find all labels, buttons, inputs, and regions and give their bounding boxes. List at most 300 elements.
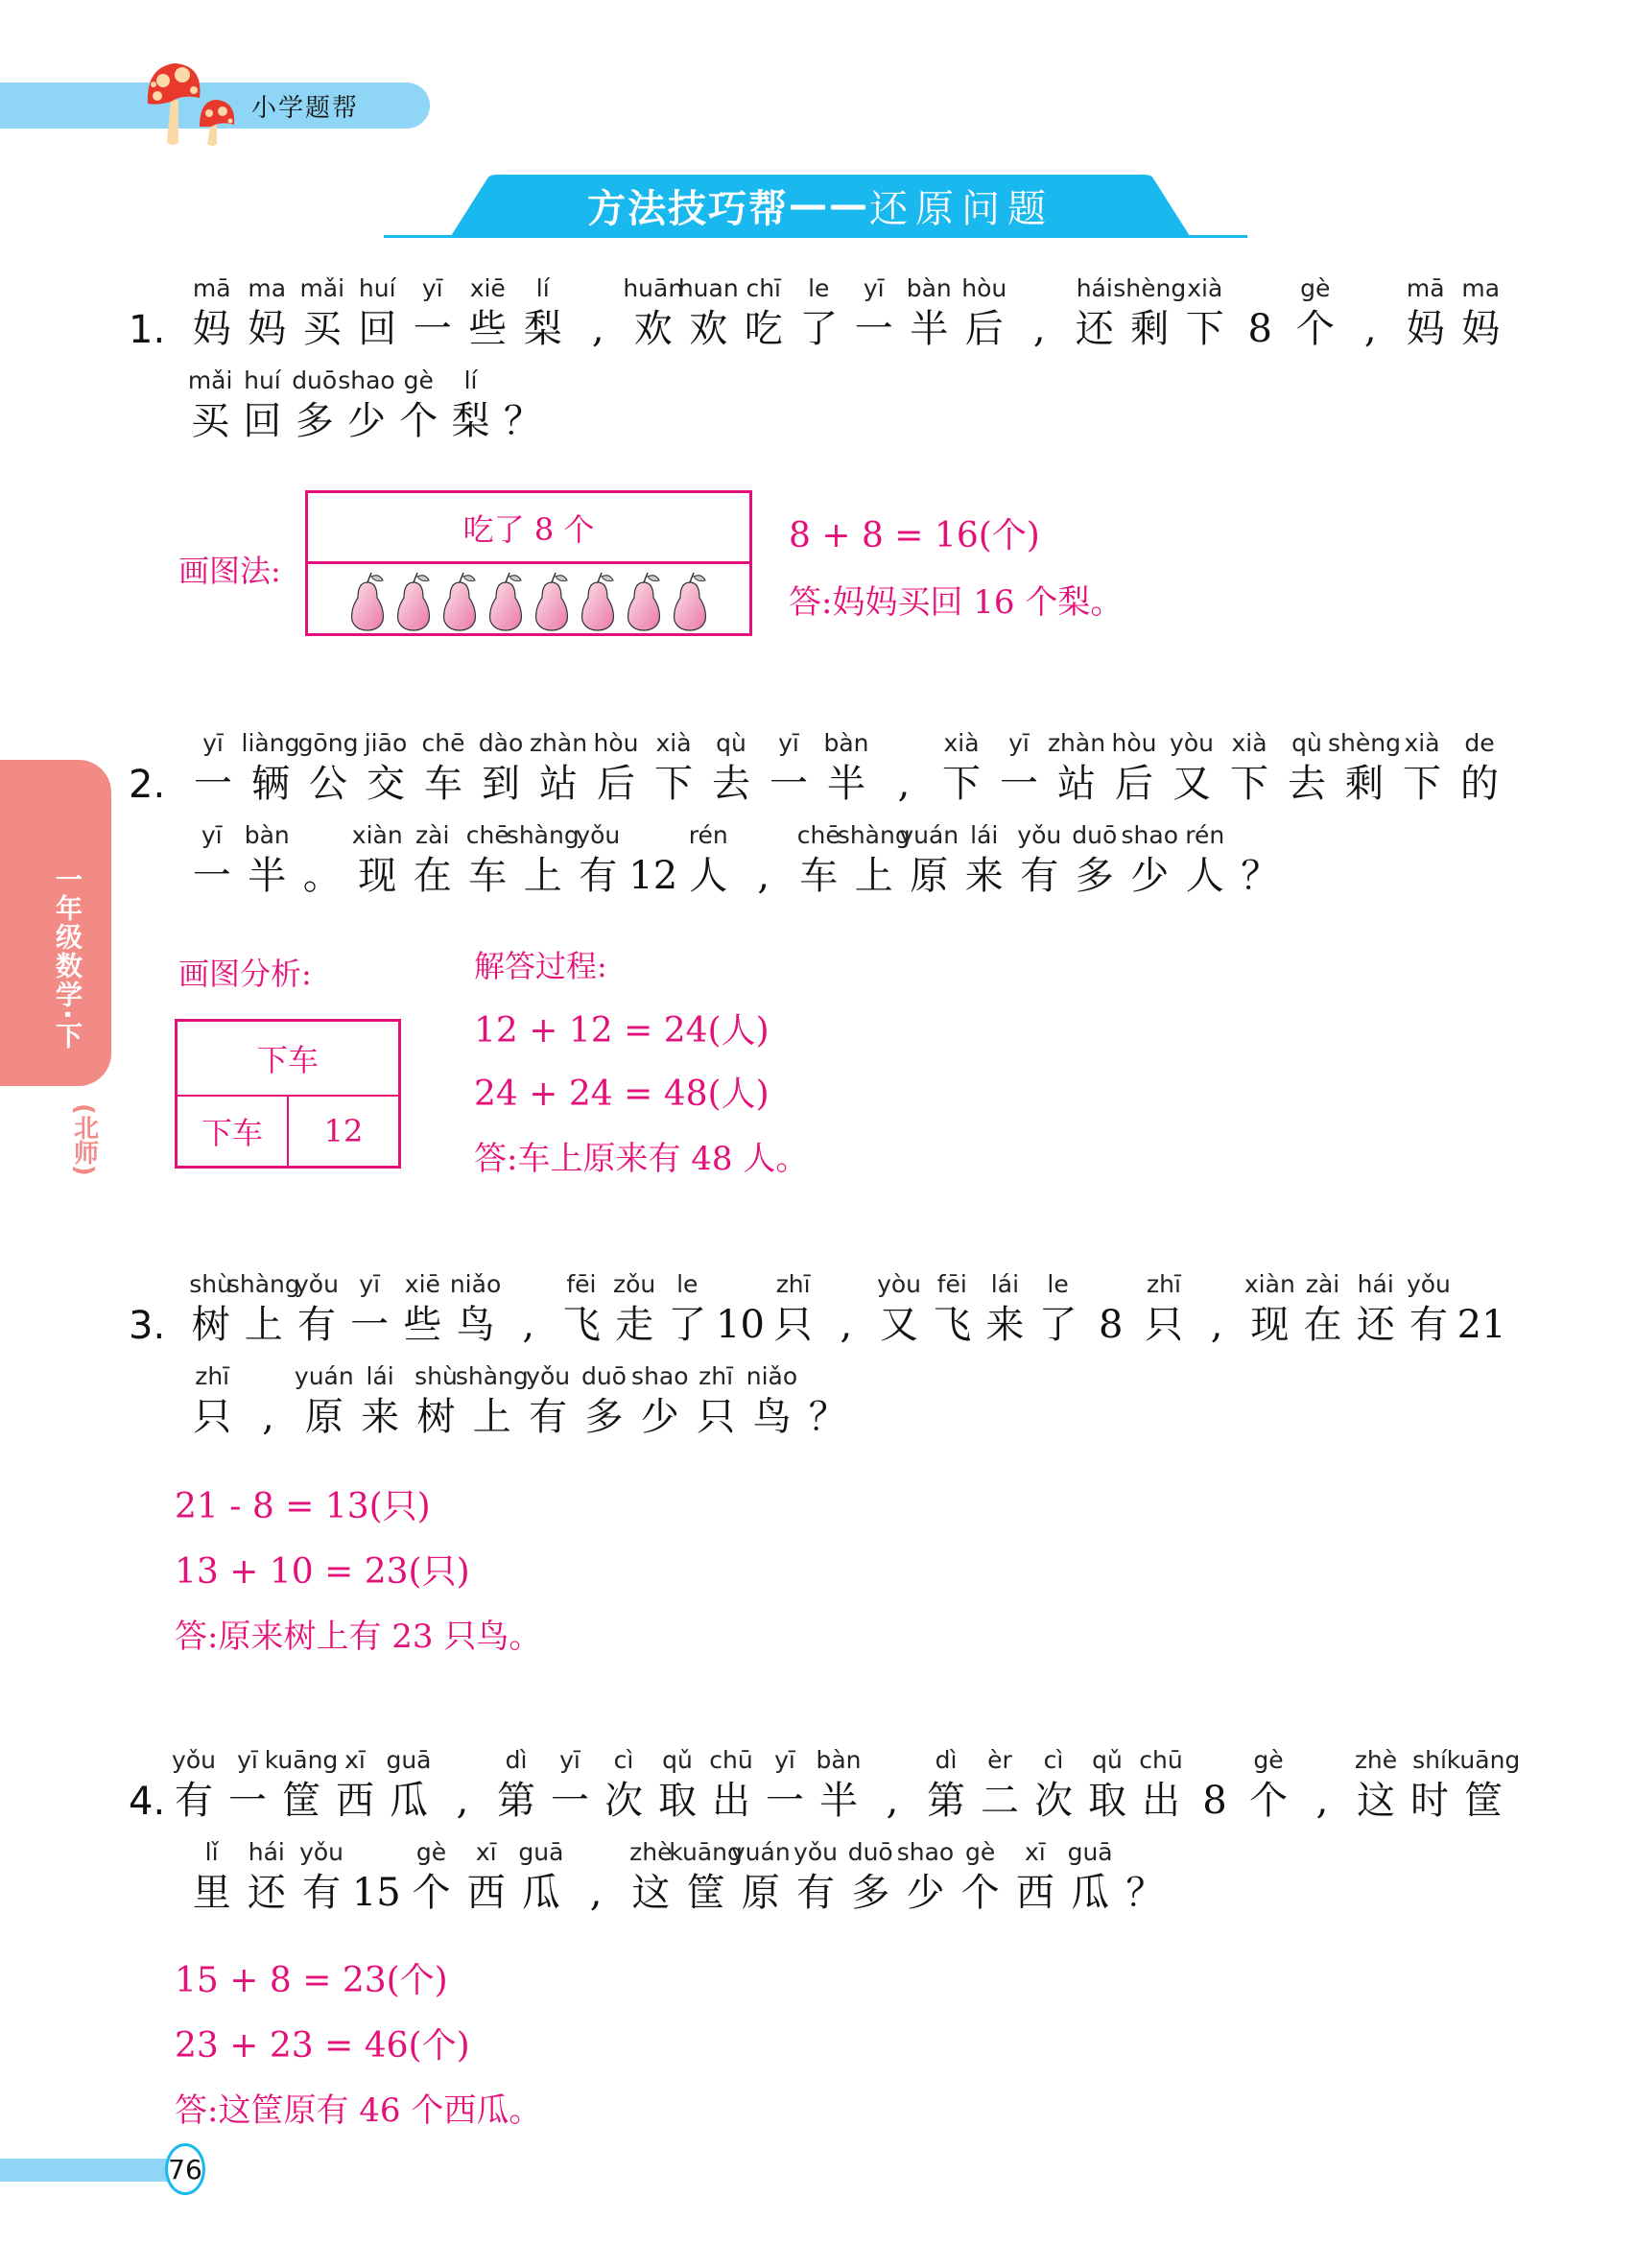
ruby-segment <box>1398 272 1454 353</box>
ruby-segment <box>1278 727 1336 808</box>
pinyin: xià <box>943 729 980 757</box>
hanzi: 后 <box>1115 762 1153 806</box>
hanzi: 半 <box>910 307 949 351</box>
pinyin: yī <box>559 1746 580 1774</box>
ruby-segment <box>1012 819 1068 900</box>
pinyin: hái <box>1357 1270 1394 1298</box>
hanzi: 有 <box>296 1303 336 1347</box>
ruby-segment <box>1105 727 1163 808</box>
hanzi: 人 <box>1185 854 1224 898</box>
ruby-segment <box>899 819 959 900</box>
pinyin: ma <box>248 274 287 302</box>
hanzi: 少 <box>346 399 386 443</box>
q1-line1 <box>129 272 1510 353</box>
ruby-segment <box>1233 272 1289 353</box>
pinyin: bàn <box>816 1746 862 1774</box>
hanzi: ？ <box>1241 854 1280 898</box>
pinyin: yòu <box>1170 729 1214 757</box>
pinyin: yī <box>202 729 224 757</box>
hanzi: 来 <box>964 854 1004 898</box>
hanzi: , <box>262 1395 274 1439</box>
hanzi: 筐 <box>1464 1779 1503 1823</box>
pinyin: shèng <box>1328 729 1401 757</box>
pinyin: xiàn <box>351 821 403 849</box>
pinyin: kuāng <box>1446 1746 1521 1774</box>
hanzi: 一 <box>551 1779 589 1823</box>
hanzi: 原 <box>741 1871 780 1915</box>
ruby-segment <box>736 272 792 353</box>
ruby-segment <box>296 1360 352 1441</box>
pinyin: shù <box>189 1270 232 1298</box>
ruby-segment <box>872 1268 925 1349</box>
ruby-segment <box>405 819 461 900</box>
pinyin: yuán <box>730 1838 791 1866</box>
q4-eq1: 15 + 8 = 23(个) <box>175 1961 448 2000</box>
q4-answer: 答:这筐原有 46 个西瓜。 <box>175 2091 542 2130</box>
ruby-segment <box>264 1744 339 1825</box>
analysis-label: 画图分析: <box>178 956 312 992</box>
hanzi: , <box>1363 307 1377 351</box>
ruby-segment <box>973 1744 1027 1825</box>
ruby-segment <box>1349 1268 1402 1349</box>
q4-line1 <box>129 1744 1521 1825</box>
hanzi: 树 <box>416 1395 456 1439</box>
pinyin: le <box>1047 1270 1069 1298</box>
hanzi: 少 <box>1130 854 1170 898</box>
pinyin: zhàn <box>1047 729 1106 757</box>
hanzi: 上 <box>244 1303 283 1347</box>
pinyin: shàng <box>226 1270 300 1298</box>
ruby-segment <box>865 1744 919 1825</box>
hanzi: 多 <box>584 1395 624 1439</box>
ruby-segment <box>513 1836 568 1917</box>
q2-diagram <box>175 1019 401 1169</box>
title-dash: —— <box>789 183 869 227</box>
hanzi: 现 <box>1250 1303 1290 1347</box>
ruby-segment <box>382 1744 436 1825</box>
pinyin: xiàn <box>1243 1270 1295 1298</box>
ruby-segment <box>1067 819 1123 900</box>
ruby-segment <box>294 1836 348 1917</box>
hanzi: 次 <box>604 1779 643 1823</box>
hanzi: 只 <box>193 1395 232 1439</box>
ruby-segment <box>1296 1268 1349 1349</box>
ruby-segment <box>1393 727 1451 808</box>
pinyin: zǒu <box>612 1270 656 1298</box>
hanzi: 半 <box>827 762 865 806</box>
q4-line1-text <box>167 1744 1521 1825</box>
hanzi: 妈 <box>248 307 287 351</box>
question-2 <box>129 727 1510 900</box>
pinyin: hái <box>248 1838 285 1866</box>
brand-label: 小学题帮 <box>251 94 360 123</box>
hanzi: 飞 <box>933 1303 972 1347</box>
hanzi: 欢 <box>689 307 728 351</box>
ruby-segment <box>1233 819 1289 900</box>
ruby-segment <box>875 727 933 808</box>
pinyin: rén <box>688 821 728 849</box>
ruby-segment <box>597 1744 651 1825</box>
pinyin: duō <box>292 366 338 394</box>
pinyin: gè <box>403 366 434 394</box>
pinyin: èr <box>987 1746 1012 1774</box>
pinyin: lí <box>463 366 478 394</box>
q2-diagram-bottom-right: 12 <box>323 1113 364 1149</box>
hanzi: 现 <box>358 854 397 898</box>
ruby-segment <box>902 272 958 353</box>
hanzi: 后 <box>597 762 635 806</box>
pinyin: jiāo <box>364 729 408 757</box>
hanzi: 里 <box>192 1871 231 1915</box>
ruby-segment <box>1220 727 1278 808</box>
hanzi: 只 <box>697 1395 736 1439</box>
pinyin: lí <box>535 274 550 302</box>
ruby-segment <box>184 1836 239 1917</box>
question-number: 1. <box>129 308 166 352</box>
ruby-segment <box>1031 1268 1084 1349</box>
hanzi: 回 <box>358 307 397 351</box>
ruby-segment <box>623 272 684 353</box>
q1-line1-text <box>184 272 1508 353</box>
ruby-segment <box>919 1744 973 1825</box>
ruby-segment <box>299 727 357 808</box>
hanzi: 妈 <box>1461 307 1501 351</box>
hanzi: 有 <box>796 1871 836 1915</box>
q2-diagram-top: 下车 <box>178 1022 398 1097</box>
hanzi: 了 <box>668 1303 707 1347</box>
pinyin: zhī <box>195 1362 230 1390</box>
hanzi: 下 <box>1230 762 1268 806</box>
pinyin: le <box>676 1270 699 1298</box>
hanzi: 走 <box>615 1303 654 1347</box>
pinyin: yī <box>201 821 223 849</box>
pinyin: hòu <box>1111 729 1157 757</box>
ruby-segment <box>1328 727 1401 808</box>
ruby-segment <box>744 1360 799 1441</box>
ruby-segment <box>677 272 739 353</box>
pinyin: shao <box>631 1362 689 1390</box>
pinyin: lái <box>990 1270 1020 1298</box>
hanzi: 8 <box>1099 1303 1124 1347</box>
q3-line1 <box>129 1268 1510 1349</box>
ruby-segment <box>767 1268 819 1349</box>
hanzi: , <box>1315 1779 1329 1823</box>
hanzi: 半 <box>248 854 287 898</box>
hanzi: 上 <box>854 854 893 898</box>
ruby-segment <box>240 272 296 353</box>
pinyin: gè <box>415 1838 447 1866</box>
ruby-segment <box>226 1268 300 1349</box>
hanzi: 12 <box>628 854 678 898</box>
ruby-segment <box>681 819 737 900</box>
hanzi: 瓜 <box>521 1871 560 1915</box>
pinyin: fēi <box>936 1270 967 1298</box>
ruby-segment <box>455 1360 529 1441</box>
ruby-segment <box>576 1360 631 1441</box>
q1-line2-text <box>184 365 549 445</box>
hanzi: 原 <box>304 1395 343 1439</box>
q2-line1 <box>129 727 1510 808</box>
ruby-segment <box>1349 1744 1403 1825</box>
pinyin: yī <box>237 1746 258 1774</box>
ruby-segment <box>1188 1744 1242 1825</box>
pinyin: zhī <box>699 1362 734 1390</box>
hanzi: 二 <box>981 1779 1019 1823</box>
hanzi: 梨 <box>451 399 490 443</box>
ruby-segment <box>587 727 645 808</box>
hanzi: 的 <box>1460 762 1499 806</box>
hanzi: 回 <box>243 399 282 443</box>
hanzi: 买 <box>302 307 342 351</box>
hanzi: 多 <box>295 399 334 443</box>
ruby-segment <box>817 727 875 808</box>
ruby-segment <box>843 1836 898 1917</box>
question-number: 3. <box>129 1304 166 1348</box>
pinyin: rén <box>1185 821 1225 849</box>
hanzi: 梨 <box>523 307 562 351</box>
pinyin: niǎo <box>746 1362 798 1390</box>
pinyin: guā <box>518 1838 564 1866</box>
hanzi: 时 <box>1410 1779 1449 1823</box>
hanzi: 一 <box>766 1779 804 1823</box>
pinyin: gè <box>1253 1746 1284 1774</box>
ruby-segment <box>688 1360 744 1441</box>
ruby-segment <box>392 365 444 445</box>
question-number: 4. <box>129 1780 166 1824</box>
pinyin: de <box>1464 729 1495 757</box>
ruby-segment <box>957 819 1012 900</box>
pinyin: gōng <box>297 729 359 757</box>
hanzi: 站 <box>1057 762 1096 806</box>
pear-icon <box>438 569 481 632</box>
ruby-segment <box>1243 1268 1296 1349</box>
hanzi: 人 <box>689 854 728 898</box>
hanzi: , <box>897 762 911 806</box>
pinyin: kuāng <box>264 1746 339 1774</box>
pinyin: huan <box>677 274 739 302</box>
mushroom-icon <box>144 59 240 148</box>
hanzi: ？ <box>808 1395 847 1439</box>
ruby-segment <box>1163 727 1220 808</box>
pinyin: shao <box>896 1838 955 1866</box>
pinyin: lái <box>970 821 999 849</box>
hanzi: 到 <box>482 762 520 806</box>
ruby-segment <box>758 1744 812 1825</box>
hanzi: 在 <box>413 854 452 898</box>
hanzi: 公 <box>309 762 347 806</box>
pinyin: mǎi <box>299 274 345 302</box>
pinyin: xià <box>1231 729 1267 757</box>
pinyin: chū <box>1139 1746 1183 1774</box>
hanzi: 多 <box>1075 854 1114 898</box>
hanzi: 这 <box>1357 1779 1395 1823</box>
hanzi: 次 <box>1034 1779 1073 1823</box>
ruby-segment <box>571 272 627 353</box>
ruby-segment <box>396 1268 449 1349</box>
hanzi: 有 <box>529 1395 568 1439</box>
pinyin: yuán <box>899 821 959 849</box>
pinyin: zài <box>1305 1270 1340 1298</box>
hanzi: 一 <box>194 762 232 806</box>
q3-eq2: 13 + 10 = 23(只) <box>175 1552 470 1592</box>
pinyin: yǒu <box>1406 1270 1451 1298</box>
ruby-segment <box>714 1268 767 1349</box>
ruby-segment <box>350 272 406 353</box>
hanzi: 鸟 <box>752 1395 792 1439</box>
ruby-segment <box>1454 272 1509 353</box>
ruby-segment <box>1343 272 1399 353</box>
hanzi: 瓜 <box>1071 1871 1110 1915</box>
ruby-segment <box>543 1744 597 1825</box>
hanzi: 一 <box>770 762 808 806</box>
section-title <box>451 175 1190 236</box>
hanzi: 下 <box>1403 762 1441 806</box>
pinyin: yǒu <box>172 1746 216 1774</box>
hanzi: 个 <box>960 1871 1000 1915</box>
pinyin: yòu <box>877 1270 921 1298</box>
hanzi: 站 <box>539 762 578 806</box>
hanzi: 有 <box>302 1871 342 1915</box>
hanzi: 去 <box>1288 762 1326 806</box>
footer-band <box>0 2159 168 2182</box>
pinyin: dào <box>478 729 524 757</box>
hanzi: 树 <box>191 1303 230 1347</box>
pinyin: bàn <box>244 821 290 849</box>
ruby-segment <box>1134 1744 1188 1825</box>
hanzi: , <box>589 1871 603 1915</box>
ruby-segment <box>520 1360 576 1441</box>
title-sub: 还原问题 <box>869 186 1054 231</box>
pinyin: yǒu <box>576 821 621 849</box>
draw-method-label: 画图法: <box>178 553 281 589</box>
ruby-segment <box>295 272 350 353</box>
pinyin: qǔ <box>662 1746 693 1774</box>
pinyin: yī <box>421 274 443 302</box>
hanzi: 西 <box>336 1779 374 1823</box>
pinyin: zhī <box>775 1270 811 1298</box>
ruby-segment <box>240 1360 296 1441</box>
q1-diagram-top: 吃了 8 个 <box>308 493 749 564</box>
ruby-segment <box>651 1744 704 1825</box>
pinyin: dì <box>935 1746 958 1774</box>
side-tab <box>0 760 111 1086</box>
ruby-segment <box>661 1268 714 1349</box>
pinyin: xiē <box>404 1270 440 1298</box>
pinyin: gè <box>965 1838 996 1866</box>
hanzi: 后 <box>964 307 1004 351</box>
ruby-segment <box>1123 819 1178 900</box>
hanzi: 又 <box>880 1303 919 1347</box>
hanzi: 出 <box>1142 1779 1180 1823</box>
pinyin: shàng <box>506 821 580 849</box>
hanzi: 个 <box>1295 307 1335 351</box>
ruby-segment <box>1027 1744 1080 1825</box>
ruby-segment <box>800 1360 856 1441</box>
pinyin: mǎi <box>187 366 233 394</box>
pinyin: shí <box>1412 1746 1447 1774</box>
ruby-segment <box>167 1744 221 1825</box>
pinyin: shàng <box>837 821 911 849</box>
pear-icon <box>392 569 435 632</box>
q3-line2-text <box>184 1360 856 1441</box>
process-label: 解答过程: <box>474 948 607 984</box>
hanzi: 一 <box>192 854 231 898</box>
q2-eq1: 12 + 12 = 24(人) <box>474 1011 770 1051</box>
ruby-segment <box>555 1268 607 1349</box>
pinyin: yǒu <box>1017 821 1062 849</box>
ruby-segment <box>1118 1836 1172 1917</box>
hanzi: 取 <box>658 1779 697 1823</box>
ruby-segment <box>819 1268 872 1349</box>
ruby-segment <box>295 819 350 900</box>
pinyin: xī <box>344 1746 366 1774</box>
pear-icon <box>623 569 665 632</box>
pinyin: yī <box>359 1270 381 1298</box>
q3-line1-text <box>184 1268 1508 1349</box>
hanzi: 个 <box>412 1871 451 1915</box>
hanzi: 买 <box>191 399 230 443</box>
q2-diagram-bottom-left: 下车 <box>178 1097 289 1166</box>
hanzi: 交 <box>367 762 405 806</box>
hanzi: 有 <box>579 854 618 898</box>
hanzi: 些 <box>468 307 508 351</box>
ruby-segment <box>236 365 288 445</box>
ruby-segment <box>933 727 990 808</box>
ruby-segment <box>489 1744 543 1825</box>
edition-label: (北师) <box>69 1103 99 1176</box>
hanzi: 辆 <box>251 762 290 806</box>
ruby-segment <box>289 365 341 445</box>
hanzi: 一 <box>350 1303 390 1347</box>
hanzi: 在 <box>1303 1303 1342 1347</box>
hanzi: 了 <box>1038 1303 1077 1347</box>
hanzi: 欢 <box>633 307 673 351</box>
pinyin: zhè <box>629 1838 673 1866</box>
ruby-segment <box>1113 272 1187 353</box>
ruby-segment <box>1084 1268 1137 1349</box>
pinyin: shao <box>1121 821 1178 849</box>
ruby-segment <box>184 272 240 353</box>
pinyin: shàng <box>455 1362 529 1390</box>
question-1 <box>129 272 1510 445</box>
hanzi: 。 <box>302 854 342 898</box>
q3-line2 <box>184 1360 1510 1441</box>
hanzi: , <box>840 1303 853 1347</box>
pinyin: mā <box>1406 274 1445 302</box>
q2-line2-text <box>184 819 1288 900</box>
ruby-segment <box>444 365 496 445</box>
ruby-segment <box>1402 1268 1455 1349</box>
pinyin: hái <box>1076 274 1113 302</box>
ruby-segment <box>702 727 760 808</box>
q2-line1-text <box>184 727 1508 808</box>
ruby-segment <box>506 819 580 900</box>
ruby-segment <box>184 819 240 900</box>
hanzi: 出 <box>712 1779 750 1823</box>
hanzi: 西 <box>1015 1871 1054 1915</box>
q3-eq1: 21 - 8 = 13(只) <box>175 1487 431 1526</box>
ruby-segment <box>350 819 406 900</box>
hanzi: 少 <box>906 1871 945 1915</box>
q2-eq2: 24 + 24 = 48(人) <box>474 1075 770 1114</box>
hanzi: 个 <box>399 399 438 443</box>
hanzi: 上 <box>472 1395 511 1439</box>
hanzi: 只 <box>773 1303 813 1347</box>
hanzi: 第 <box>927 1779 965 1823</box>
hanzi: , <box>886 1779 899 1823</box>
question-4 <box>129 1744 1521 1917</box>
ruby-segment <box>626 819 681 900</box>
